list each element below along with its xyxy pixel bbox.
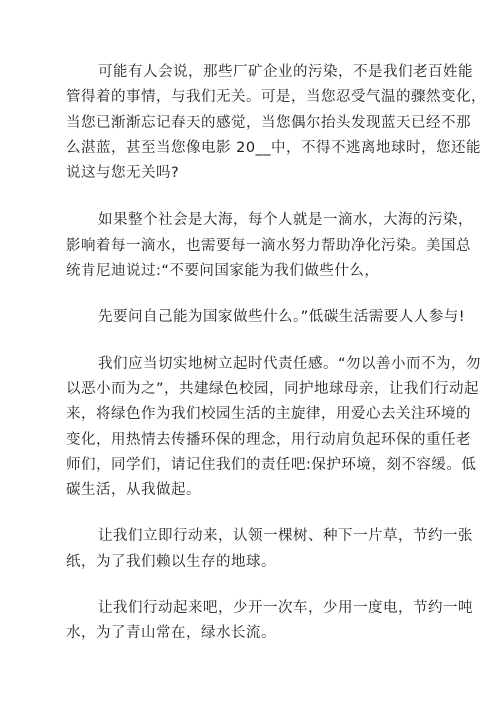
paragraph-line: 先要问自己能为国家做些什么。”低碳生活需要人人参与! bbox=[98, 309, 466, 326]
paragraph-6 bbox=[66, 596, 473, 647]
document-body bbox=[66, 60, 486, 647]
paragraph-line: 如果整个社会是大海，每个人就是一滴水，大海的污染， bbox=[98, 212, 473, 229]
paragraph-line: 水，为了青山常在，绿水长流。 bbox=[66, 625, 276, 642]
paragraph-line: 影响着每一滴水，也需要每一滴水努力帮助净化污染。美国总 bbox=[66, 237, 471, 254]
paragraph-line: 统肯尼迪说过:“不要问国家能为我们做些什么， bbox=[66, 263, 380, 280]
paragraph-1 bbox=[66, 60, 486, 186]
paragraph-line: 纸，为了我们赖以生存的地球。 bbox=[66, 553, 276, 570]
paragraph-line: 说这与您无关吗? bbox=[66, 165, 180, 182]
paragraph-line: 师们，同学们，请记住我们的责任吧:保护环境，刻不容缓。低 bbox=[66, 456, 477, 473]
paragraph-line: 让我们行动起来吧，少开一次车，少用一度电，节约一吨 bbox=[98, 600, 473, 617]
paragraph-line: 管得着的事情，与我们无关。可是，当您忍受气温的骤然变化， bbox=[66, 89, 486, 106]
paragraph-4 bbox=[66, 352, 482, 504]
paragraph-line: 让我们立即行动来，认领一棵树、种下一片草，节约一张 bbox=[98, 528, 473, 545]
paragraph-line: 碳生活，从我做起。 bbox=[66, 482, 201, 499]
paragraph-line: 变化，用热情去传播环保的理念，用行动肩负起环保的重任老 bbox=[66, 431, 471, 448]
paragraph-line: 来，将绿色作为我们校园生活的主旋律，用爱心去关注环境的 bbox=[66, 406, 471, 423]
paragraph-line: 么湛蓝，甚至当您像电影 20__中，不得不逃离地球时，您还能 bbox=[66, 139, 482, 156]
paragraph-line: 当您已渐渐忘记春天的感觉，当您偶尔抬头发现蓝天已经不那 bbox=[66, 114, 471, 131]
paragraph-line: 我们应当切实地树立起时代责任感。“勿以善小而不为，勿 bbox=[98, 355, 482, 372]
paragraph-3 bbox=[66, 305, 466, 330]
paragraph-5 bbox=[66, 524, 473, 575]
paragraph-2 bbox=[66, 208, 473, 284]
paragraph-line: 以恶小而为之”，共建绿色校园，同护地球母亲，让我们行动起 bbox=[66, 380, 480, 397]
paragraph-line: 可能有人会说，那些厂矿企业的污染，不是我们老百姓能 bbox=[98, 64, 473, 80]
